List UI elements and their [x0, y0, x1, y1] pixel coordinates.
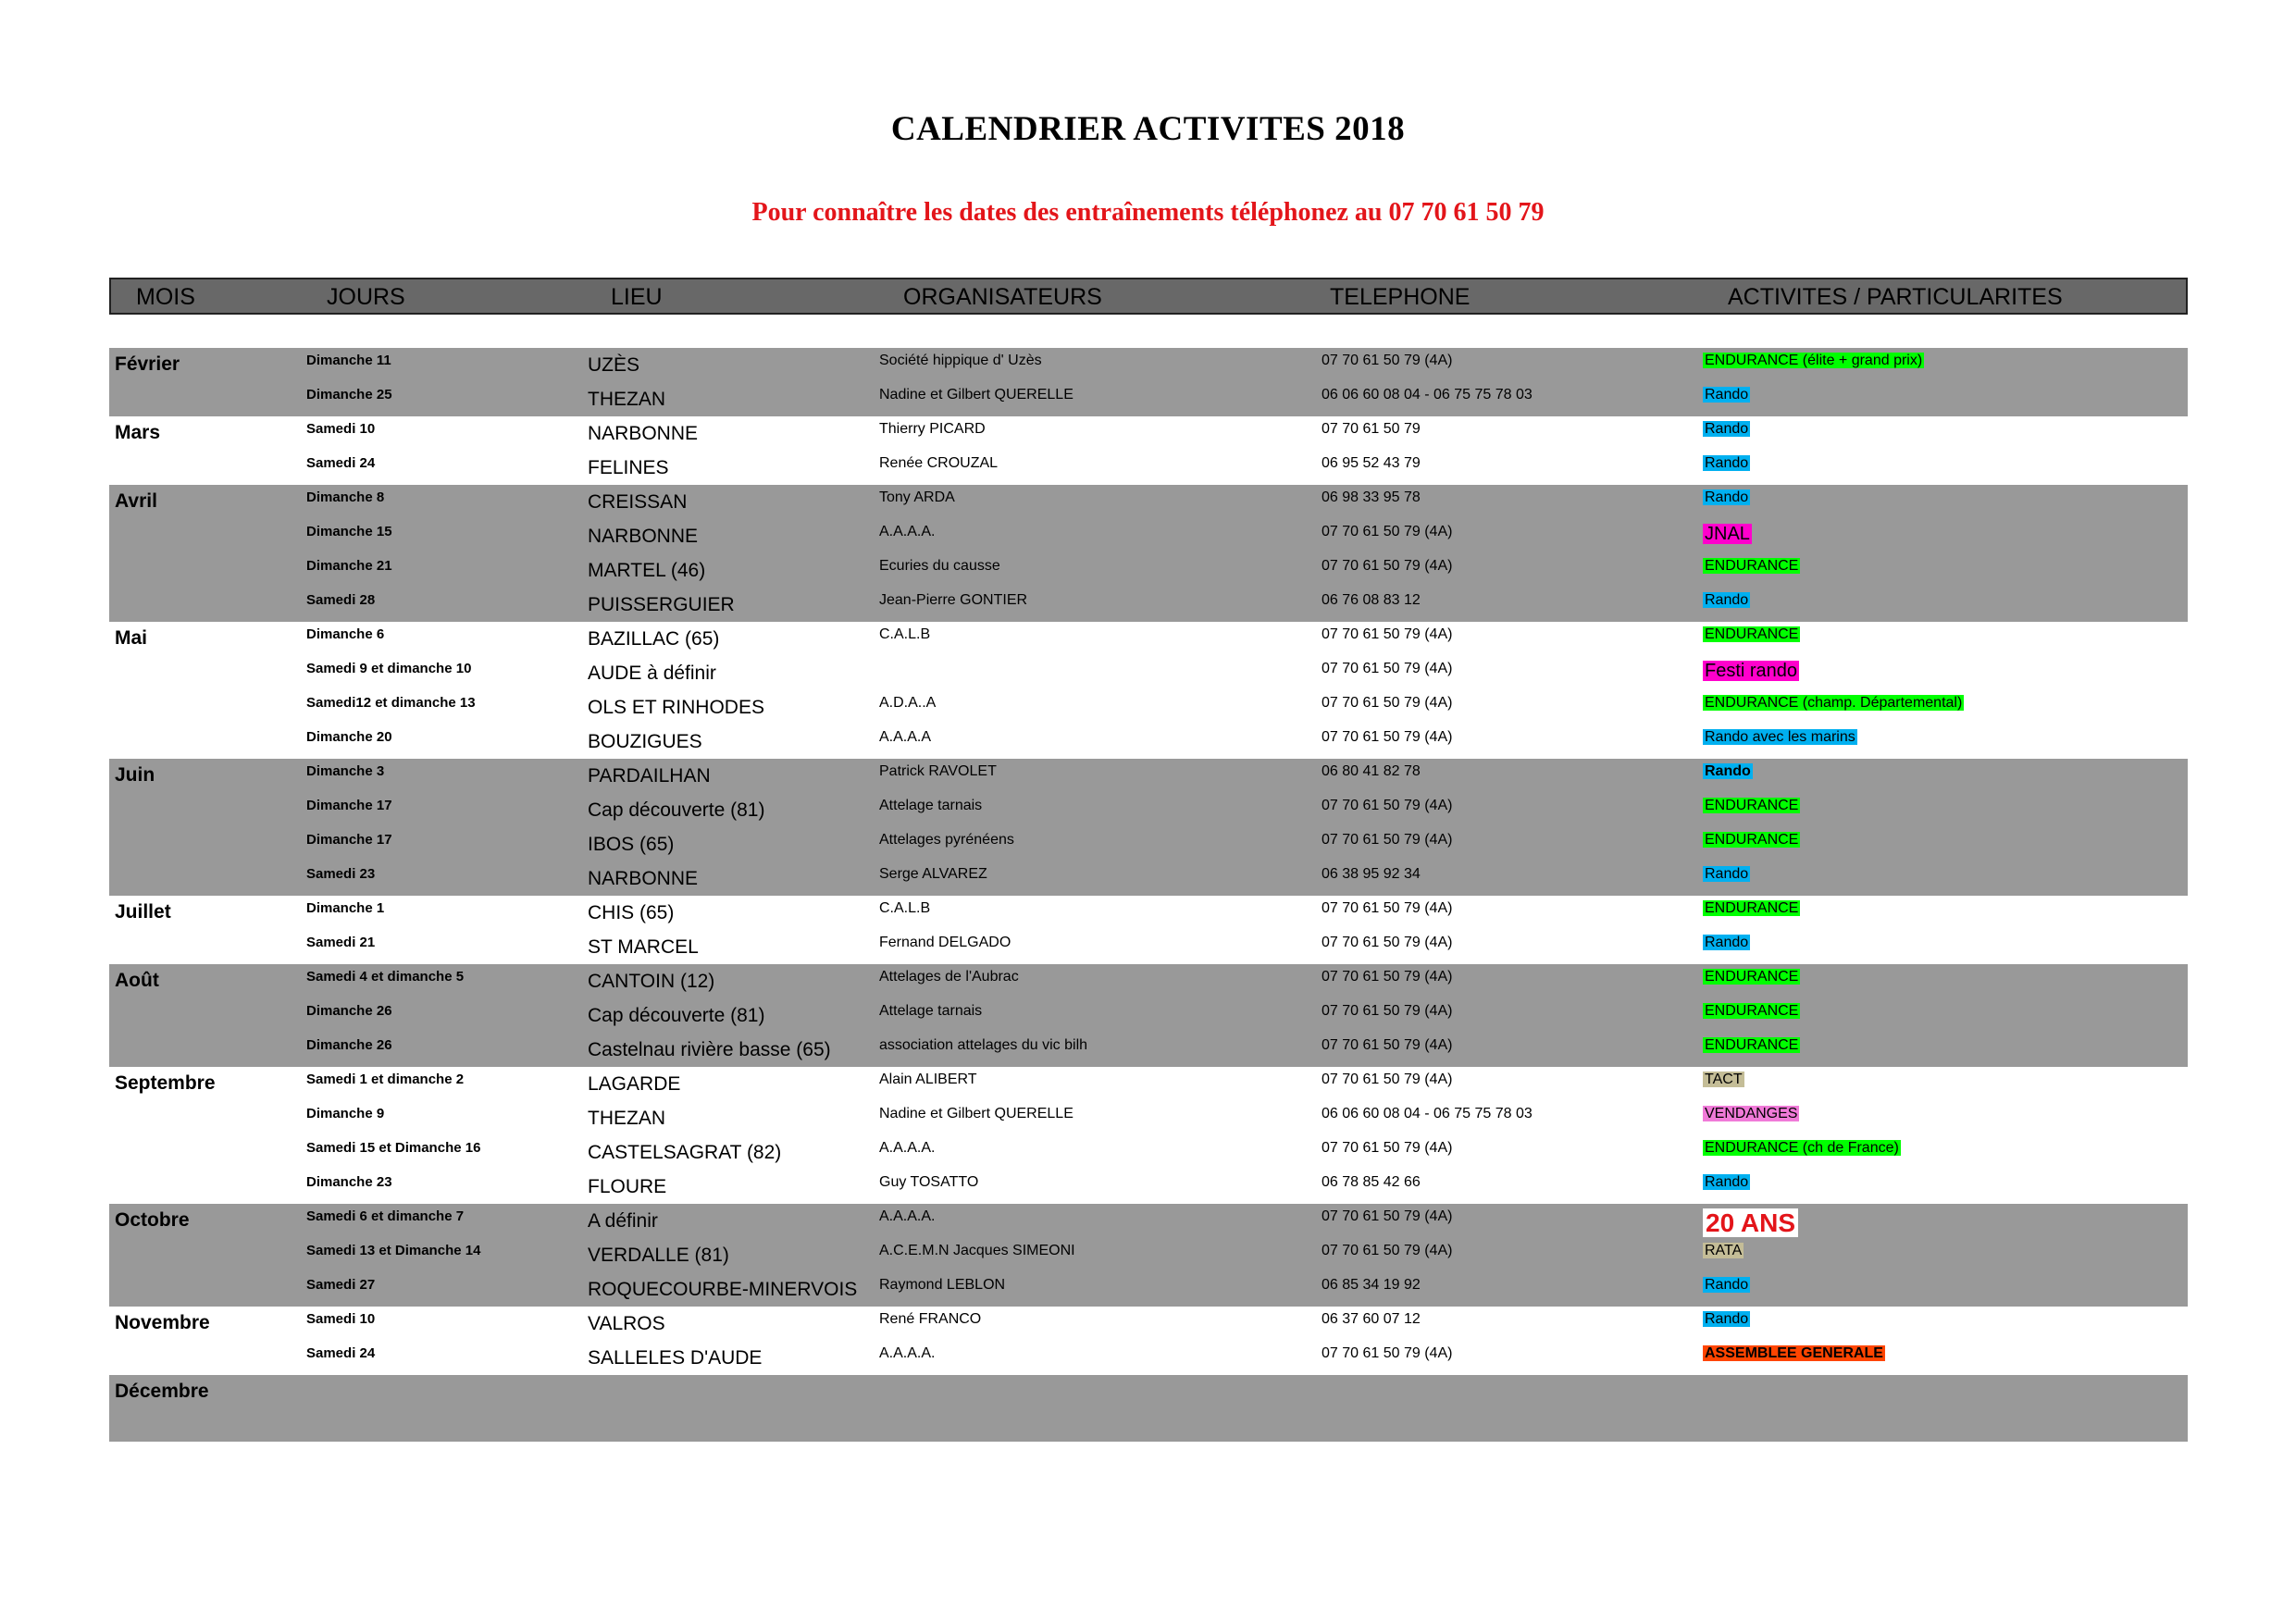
month-group: [109, 1375, 2188, 1442]
calendar-table: [109, 348, 2188, 1442]
event-day: Samedi 27: [306, 1277, 376, 1293]
event-day: Samedi 15 et Dimanche 16: [306, 1140, 481, 1156]
header-telephone: TELEPHONE: [1330, 284, 1471, 310]
event-organizer: C.A.L.B: [879, 626, 931, 642]
table-row: [109, 588, 2188, 622]
event-phone: 07 70 61 50 79 (4A): [1322, 798, 1453, 813]
activity-tag: Rando: [1705, 455, 1749, 471]
activity-tag: ENDURANCE (élite + grand prix): [1705, 353, 1923, 368]
event-phone: 06 06 60 08 04 - 06 75 75 78 03: [1322, 1106, 1533, 1121]
event-activity: [1703, 592, 1750, 609]
month-group: [109, 1067, 2188, 1204]
event-place: ST MARCEL: [588, 936, 699, 958]
month-label: Mai: [115, 627, 148, 649]
event-activity: [1703, 626, 1800, 643]
event-place: CANTOIN (12): [588, 971, 715, 992]
event-phone: 07 70 61 50 79 (4A): [1322, 935, 1453, 950]
activity-tag: ENDURANCE: [1705, 558, 1799, 574]
event-activity: [1703, 695, 1964, 712]
event-organizer: A.D.A..A: [879, 695, 937, 711]
activity-tag: Rando: [1705, 421, 1749, 437]
event-phone: 07 70 61 50 79 (4A): [1322, 1243, 1453, 1258]
event-activity: [1703, 1208, 1798, 1238]
event-day: Dimanche 3: [306, 763, 385, 779]
event-activity: [1703, 558, 1800, 575]
event-day: Dimanche 20: [306, 729, 392, 745]
activity-tag: VENDANGES: [1705, 1106, 1798, 1121]
event-organizer: Tony ARDA: [879, 489, 955, 505]
table-row: [109, 348, 2188, 382]
event-activity: [1703, 1243, 1744, 1259]
event-place: Castelnau rivière basse (65): [588, 1039, 831, 1060]
event-day: Dimanche 1: [306, 900, 385, 916]
table-row: [109, 759, 2188, 793]
event-phone: 07 70 61 50 79 (4A): [1322, 969, 1453, 985]
event-place: VALROS: [588, 1313, 665, 1334]
event-organizer: A.A.A.A.: [879, 1208, 936, 1224]
event-organizer: Guy TOSATTO: [879, 1174, 979, 1190]
event-organizer: association attelages du vic bilh: [879, 1037, 1088, 1053]
event-activity: [1703, 353, 1924, 369]
event-day: Samedi 4 et dimanche 5: [306, 969, 465, 985]
month-group: [109, 759, 2188, 896]
activity-tag: Rando: [1705, 1277, 1749, 1293]
activity-tag: ENDURANCE (champ. Départemental): [1705, 695, 1963, 711]
event-day: Dimanche 8: [306, 489, 385, 505]
month-group: [109, 622, 2188, 759]
event-activity: [1703, 900, 1800, 917]
event-day: Samedi 24: [306, 1345, 376, 1361]
activity-tag: ENDURANCE: [1705, 900, 1799, 916]
event-phone: 07 70 61 50 79 (4A): [1322, 558, 1453, 574]
event-phone: 06 06 60 08 04 - 06 75 75 78 03: [1322, 387, 1533, 403]
table-row: [109, 896, 2188, 930]
event-phone: 07 70 61 50 79 (4A): [1322, 1072, 1453, 1087]
activity-tag: Rando: [1705, 1311, 1749, 1327]
month-group: [109, 896, 2188, 964]
event-organizer: Renée CROUZAL: [879, 455, 999, 471]
activity-tag: Festi rando: [1705, 661, 1798, 681]
event-phone: 06 80 41 82 78: [1322, 763, 1421, 779]
event-organizer: Fernand DELGADO: [879, 935, 1011, 950]
table-row: [109, 553, 2188, 588]
event-activity: [1703, 1174, 1750, 1191]
event-activity: [1703, 866, 1750, 883]
page-title: CALENDRIER ACTIVITES 2018: [890, 110, 1406, 148]
event-organizer: A.C.E.M.N Jacques SIMEONI: [879, 1243, 1075, 1258]
event-day: Samedi 6 et dimanche 7: [306, 1208, 465, 1224]
month-label: Avril: [115, 490, 157, 512]
event-activity: [1703, 969, 1800, 985]
header-organisateurs: ORGANISATEURS: [903, 284, 1102, 310]
event-place: Cap découverte (81): [588, 799, 765, 821]
event-organizer: Raymond LEBLON: [879, 1277, 1006, 1293]
event-organizer: René FRANCO: [879, 1311, 982, 1327]
header-activites: ACTIVITES / PARTICULARITES: [1728, 284, 2063, 310]
event-place: BAZILLAC (65): [588, 628, 720, 650]
activity-tag: 20 ANS: [1703, 1208, 1798, 1237]
event-day: Dimanche 26: [306, 1037, 392, 1053]
event-activity: [1703, 1003, 1800, 1020]
table-row: [109, 827, 2188, 861]
activity-tag: Rando: [1705, 866, 1749, 882]
event-phone: 07 70 61 50 79: [1322, 421, 1421, 437]
event-phone: 06 78 85 42 66: [1322, 1174, 1421, 1190]
event-activity: [1703, 455, 1750, 472]
event-place: NARBONNE: [588, 423, 699, 444]
header-mois: MOIS: [136, 284, 195, 310]
event-organizer: Attelage tarnais: [879, 1003, 983, 1019]
table-row: [109, 1307, 2188, 1341]
event-activity: [1703, 421, 1750, 438]
table-row: [109, 1272, 2188, 1307]
table-header: [109, 278, 2188, 315]
event-day: Dimanche 23: [306, 1174, 392, 1190]
event-place: IBOS (65): [588, 834, 675, 855]
table-row: [109, 1067, 2188, 1101]
event-phone: 06 85 34 19 92: [1322, 1277, 1421, 1293]
event-organizer: Jean-Pierre GONTIER: [879, 592, 1028, 608]
table-row: [109, 725, 2188, 759]
event-place: LAGARDE: [588, 1073, 681, 1095]
event-phone: 07 70 61 50 79 (4A): [1322, 1345, 1453, 1361]
event-place: VERDALLE (81): [588, 1245, 729, 1266]
event-phone: 06 95 52 43 79: [1322, 455, 1421, 471]
event-place: OLS ET RINHODES: [588, 697, 764, 718]
month-group: [109, 1307, 2188, 1375]
table-row: [109, 793, 2188, 827]
event-day: Samedi 10: [306, 421, 376, 437]
event-place: Cap découverte (81): [588, 1005, 765, 1026]
activity-tag: ENDURANCE: [1705, 832, 1799, 848]
activity-tag: Rando avec les marins: [1705, 729, 1855, 745]
event-organizer: Patrick RAVOLET: [879, 763, 997, 779]
event-day: Samedi12 et dimanche 13: [306, 695, 476, 711]
event-place: PARDAILHAN: [588, 765, 711, 787]
table-row: [109, 1033, 2188, 1067]
month-label: Juin: [115, 764, 155, 786]
event-day: Samedi 13 et Dimanche 14: [306, 1243, 481, 1258]
event-phone: 06 37 60 07 12: [1322, 1311, 1421, 1327]
event-organizer: A.A.A.A.: [879, 1345, 936, 1361]
event-activity: [1703, 524, 1752, 545]
activity-tag: ENDURANCE: [1705, 798, 1799, 813]
event-organizer: Attelage tarnais: [879, 798, 983, 813]
month-group: [109, 964, 2188, 1067]
event-activity: [1703, 1277, 1750, 1294]
event-phone: 07 70 61 50 79 (4A): [1322, 1140, 1453, 1156]
event-place: MARTEL (46): [588, 560, 706, 581]
table-row: [109, 451, 2188, 485]
event-place: CHIS (65): [588, 902, 675, 923]
event-place: THEZAN: [588, 389, 665, 410]
table-row: [109, 382, 2188, 416]
activity-tag: ENDURANCE (ch de France): [1705, 1140, 1899, 1156]
event-activity: [1703, 387, 1750, 403]
event-day: Dimanche 6: [306, 626, 385, 642]
event-activity: [1703, 661, 1799, 682]
event-phone: 07 70 61 50 79 (4A): [1322, 695, 1453, 711]
table-row: [109, 622, 2188, 656]
event-phone: 07 70 61 50 79 (4A): [1322, 524, 1453, 539]
header-lieu: LIEU: [611, 284, 663, 310]
table-row: [109, 519, 2188, 553]
event-place: NARBONNE: [588, 526, 699, 547]
activity-tag: ENDURANCE: [1705, 1003, 1799, 1019]
event-place: FELINES: [588, 457, 669, 478]
event-place: FLOURE: [588, 1176, 667, 1197]
event-activity: [1703, 832, 1800, 849]
event-phone: 06 98 33 95 78: [1322, 489, 1421, 505]
event-day: Dimanche 17: [306, 798, 392, 813]
event-place: CASTELSAGRAT (82): [588, 1142, 782, 1163]
event-organizer: Alain ALIBERT: [879, 1072, 977, 1087]
activity-tag: Rando: [1705, 592, 1749, 608]
month-label: Février: [115, 353, 180, 375]
activity-tag: RATA: [1705, 1243, 1743, 1258]
event-organizer: A.A.A.A.: [879, 524, 936, 539]
event-activity: [1703, 489, 1750, 506]
event-activity: [1703, 1072, 1744, 1088]
event-activity: [1703, 1311, 1750, 1328]
table-row: [109, 485, 2188, 519]
event-organizer: C.A.L.B: [879, 900, 931, 916]
event-day: Samedi 24: [306, 455, 376, 471]
activity-tag: Rando: [1705, 489, 1749, 505]
event-place: ROQUECOURBE-MINERVOIS: [588, 1279, 858, 1300]
event-organizer: A.A.A.A: [879, 729, 932, 745]
header-jours: JOURS: [327, 284, 405, 310]
event-activity: [1703, 798, 1800, 814]
activity-tag: TACT: [1705, 1072, 1743, 1087]
event-phone: 07 70 61 50 79 (4A): [1322, 729, 1453, 745]
event-phone: 07 70 61 50 79 (4A): [1322, 1037, 1453, 1053]
event-place: A définir: [588, 1210, 658, 1232]
month-label: Décembre: [115, 1381, 209, 1402]
event-phone: 07 70 61 50 79 (4A): [1322, 1208, 1453, 1224]
event-place: PUISSERGUIER: [588, 594, 735, 615]
event-activity: [1703, 1345, 1885, 1362]
event-organizer: Nadine et Gilbert QUERELLE: [879, 1106, 1074, 1121]
month-group: [109, 348, 2188, 416]
activity-tag: Rando: [1705, 763, 1751, 779]
month-group: [109, 416, 2188, 485]
table-row: [109, 1101, 2188, 1135]
event-day: Samedi 10: [306, 1311, 376, 1327]
event-phone: 07 70 61 50 79 (4A): [1322, 661, 1453, 676]
event-activity: [1703, 1106, 1799, 1122]
activity-tag: JNAL: [1705, 524, 1750, 544]
event-place: THEZAN: [588, 1108, 665, 1129]
table-row: [109, 1135, 2188, 1170]
month-group: [109, 485, 2188, 622]
table-row: [109, 1204, 2188, 1238]
event-phone: 06 76 08 83 12: [1322, 592, 1421, 608]
page-subtitle: Pour connaître les dates des entraînements téléphonez au 07 70 61 50 79: [751, 198, 1545, 227]
event-organizer: Serge ALVAREZ: [879, 866, 987, 882]
event-day: Dimanche 17: [306, 832, 392, 848]
table-row: [109, 656, 2188, 690]
event-day: Samedi 1 et dimanche 2: [306, 1072, 465, 1087]
activity-tag: ENDURANCE: [1705, 1037, 1799, 1053]
event-place: CREISSAN: [588, 491, 688, 513]
event-day: Dimanche 11: [306, 353, 391, 368]
table-row: [109, 1238, 2188, 1272]
month-label: Octobre: [115, 1209, 190, 1231]
month-label: Novembre: [115, 1312, 210, 1333]
event-day: Dimanche 9: [306, 1106, 385, 1121]
event-activity: [1703, 1037, 1800, 1054]
table-row: [109, 690, 2188, 725]
month-label: Juillet: [115, 901, 171, 923]
table-row: [109, 998, 2188, 1033]
activity-tag: ASSEMBLEE GENERALE: [1705, 1345, 1883, 1361]
event-day: Samedi 28: [306, 592, 376, 608]
month-label: Août: [115, 970, 159, 991]
event-activity: [1703, 935, 1750, 951]
event-phone: 07 70 61 50 79 (4A): [1322, 353, 1453, 368]
event-day: Dimanche 21: [306, 558, 392, 574]
event-organizer: Attelages de l'Aubrac: [879, 969, 1019, 985]
activity-tag: ENDURANCE: [1705, 969, 1799, 985]
event-day: Samedi 21: [306, 935, 376, 950]
activity-tag: ENDURANCE: [1705, 626, 1799, 642]
event-phone: 07 70 61 50 79 (4A): [1322, 626, 1453, 642]
table-row: [109, 1170, 2188, 1204]
month-label: Septembre: [115, 1072, 216, 1094]
event-place: NARBONNE: [588, 868, 699, 889]
activity-tag: Rando: [1705, 1174, 1749, 1190]
event-phone: 06 38 95 92 34: [1322, 866, 1421, 882]
event-organizer: Nadine et Gilbert QUERELLE: [879, 387, 1074, 403]
table-row: [109, 930, 2188, 964]
event-activity: [1703, 763, 1753, 780]
event-phone: 07 70 61 50 79 (4A): [1322, 1003, 1453, 1019]
event-phone: 07 70 61 50 79 (4A): [1322, 900, 1453, 916]
table-row: [109, 1341, 2188, 1375]
event-organizer: Ecuries du causse: [879, 558, 1000, 574]
activity-tag: Rando: [1705, 935, 1749, 950]
table-row: [109, 416, 2188, 451]
event-organizer: A.A.A.A.: [879, 1140, 936, 1156]
month-label: Mars: [115, 422, 161, 443]
event-place: UZÈS: [588, 354, 640, 376]
activity-tag: Rando: [1705, 387, 1749, 403]
event-place: AUDE à définir: [588, 663, 716, 684]
table-row: [109, 964, 2188, 998]
event-place: BOUZIGUES: [588, 731, 702, 752]
event-organizer: Thierry PICARD: [879, 421, 986, 437]
event-phone: 07 70 61 50 79 (4A): [1322, 832, 1453, 848]
event-day: Dimanche 15: [306, 524, 392, 539]
event-day: Samedi 23: [306, 866, 376, 882]
event-day: Samedi 9 et dimanche 10: [306, 661, 472, 676]
event-organizer: Société hippique d' Uzès: [879, 353, 1042, 368]
month-group: [109, 1204, 2188, 1307]
event-activity: [1703, 1140, 1901, 1157]
event-day: Dimanche 25: [306, 387, 392, 403]
table-row: [109, 861, 2188, 896]
event-organizer: Attelages pyrénéens: [879, 832, 1014, 848]
event-day: Dimanche 26: [306, 1003, 392, 1019]
event-activity: [1703, 729, 1857, 746]
event-place: SALLELES D'AUDE: [588, 1347, 763, 1369]
